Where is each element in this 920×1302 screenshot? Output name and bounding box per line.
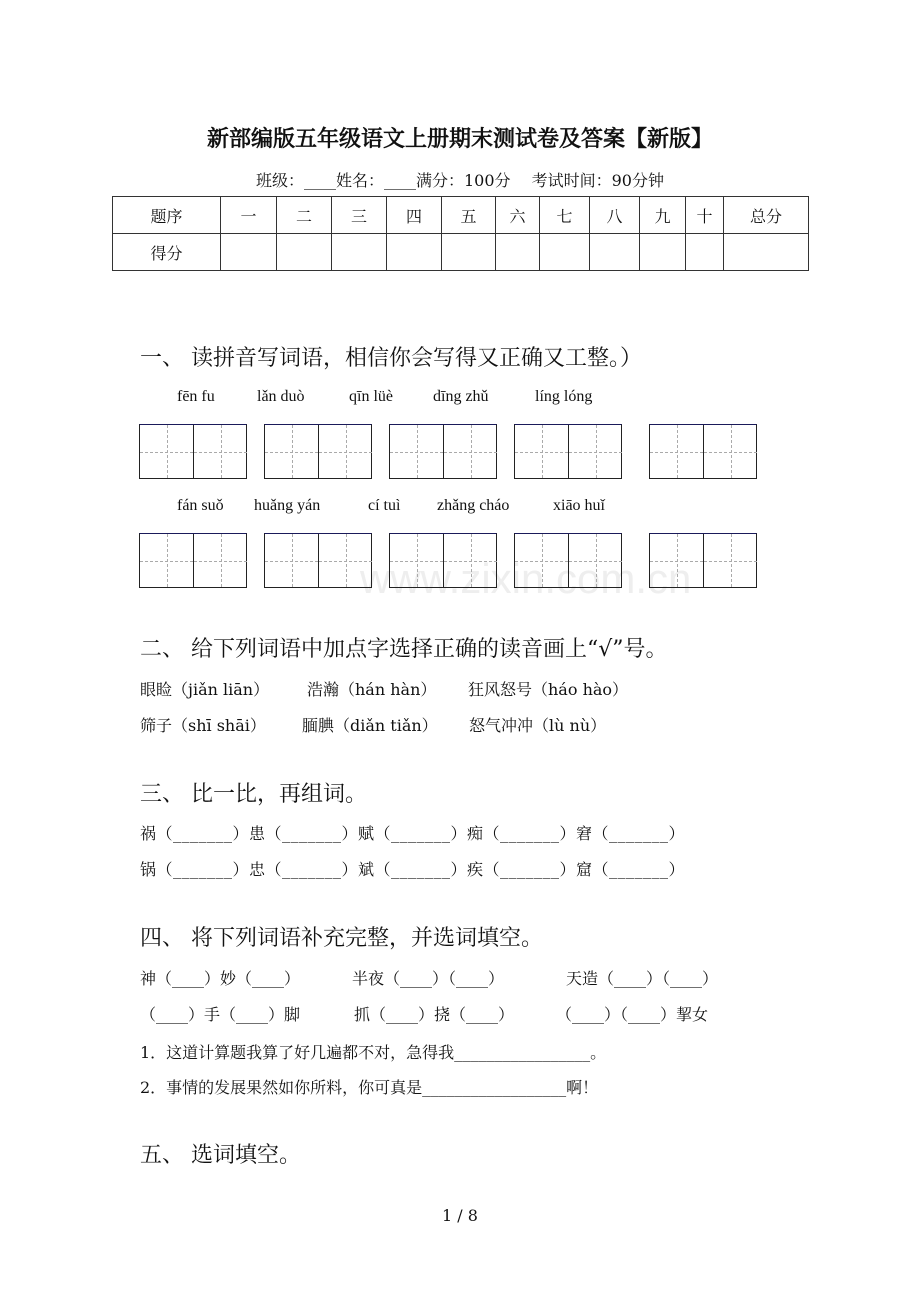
score-cell[interactable]: [442, 234, 496, 271]
table-cell: 三: [332, 197, 387, 234]
score-cell[interactable]: [277, 234, 332, 271]
reading-item: 狂风怒号（háo hào）: [468, 680, 629, 699]
word-compare-line: 祸（_______）患（_______）赋（_______）痴（_______）窘（_______）: [140, 824, 686, 843]
writing-grid[interactable]: [389, 424, 497, 479]
pinyin: fēn fu: [177, 388, 215, 405]
idiom-fill: 半夜（____）（____）: [352, 969, 505, 988]
pinyin: huǎng yán: [254, 497, 321, 514]
score-cell[interactable]: [496, 234, 540, 271]
writing-grid[interactable]: [649, 424, 757, 479]
score-cell[interactable]: [590, 234, 640, 271]
writing-grid[interactable]: [649, 533, 757, 588]
score-cell[interactable]: [221, 234, 277, 271]
reading-item: 眼睑（jiǎn liān）: [140, 680, 270, 699]
writing-grid[interactable]: [389, 533, 497, 588]
score-cell[interactable]: [724, 234, 809, 271]
idiom-fill: （____）（____）挈女: [556, 1005, 709, 1024]
page-title: 新部编版五年级语文上册期末测试卷及答案【新版】: [206, 126, 713, 152]
score-table: [112, 196, 809, 271]
table-cell: 题序: [113, 197, 221, 234]
pinyin: líng lóng: [535, 388, 593, 405]
pinyin: zhǎng cháo: [437, 497, 510, 514]
fill-question-2: 2．事情的发展果然如你所料，你可真是__________________啊！: [140, 1078, 599, 1097]
writing-grid[interactable]: [139, 533, 247, 588]
score-cell[interactable]: [332, 234, 387, 271]
table-cell: 七: [540, 197, 590, 234]
reading-item: 腼腆（diǎn tiǎn）: [302, 716, 438, 735]
pinyin: qīn lüè: [349, 388, 393, 405]
pinyin: dīng zhǔ: [433, 388, 489, 405]
table-cell: 四: [387, 197, 442, 234]
writing-grid[interactable]: [514, 424, 622, 479]
table-cell: 十: [686, 197, 724, 234]
table-cell: 总分: [724, 197, 809, 234]
fill-question-1: 1．这道计算题我算了好几遍都不对，急得我_________________。: [140, 1043, 607, 1062]
pinyin: lǎn duò: [257, 388, 305, 405]
writing-grid[interactable]: [264, 424, 372, 479]
table-row: [113, 197, 809, 234]
table-cell: 九: [640, 197, 686, 234]
watermark: www.zixin.com.cn: [360, 555, 692, 602]
table-cell: 八: [590, 197, 640, 234]
table-row: [113, 234, 809, 271]
score-cell[interactable]: [686, 234, 724, 271]
writing-grid[interactable]: [264, 533, 372, 588]
idiom-fill: 神（____）妙（____）: [140, 969, 301, 988]
section-1-heading: 一、 读拼音写词语，相信你会写得又正确又工整。）: [140, 346, 642, 371]
pinyin: fán suǒ: [177, 497, 224, 514]
pinyin: cí tuì: [368, 497, 401, 514]
reading-item: 筛子（shī shāi）: [140, 716, 266, 735]
idiom-fill: 抓（____）挠（____）: [354, 1005, 515, 1024]
section-4-heading: 四、 将下列词语补充完整，并选词填空。: [140, 926, 543, 951]
writing-grid[interactable]: [514, 533, 622, 588]
section-5-heading: 五、 选词填空。: [140, 1143, 301, 1168]
reading-item: 怒气冲冲（lù nù）: [469, 716, 607, 735]
exam-info: 班级：____姓名：____满分：100分 考试时间：90分钟: [256, 171, 664, 190]
table-cell: 六: [496, 197, 540, 234]
page-number: 1 / 8: [442, 1206, 478, 1225]
score-cell[interactable]: [387, 234, 442, 271]
idiom-fill: （____）手（____）脚: [140, 1005, 301, 1024]
reading-item: 浩瀚（hán hàn）: [307, 680, 437, 699]
table-cell: 得分: [113, 234, 221, 271]
word-compare-line: 锅（_______）忠（_______）斌（_______）疾（_______）窟（_______）: [140, 860, 686, 879]
section-2-heading: 二、 给下列词语中加点字选择正确的读音画上“√”号。: [140, 637, 668, 662]
pinyin: xiāo huǐ: [553, 497, 605, 514]
table-cell: 一: [221, 197, 277, 234]
score-cell[interactable]: [540, 234, 590, 271]
table-cell: 五: [442, 197, 496, 234]
section-3-heading: 三、 比一比，再组词。: [140, 782, 367, 807]
table-cell: 二: [277, 197, 332, 234]
writing-grid[interactable]: [139, 424, 247, 479]
idiom-fill: 天造（____）（____）: [566, 969, 719, 988]
score-cell[interactable]: [640, 234, 686, 271]
